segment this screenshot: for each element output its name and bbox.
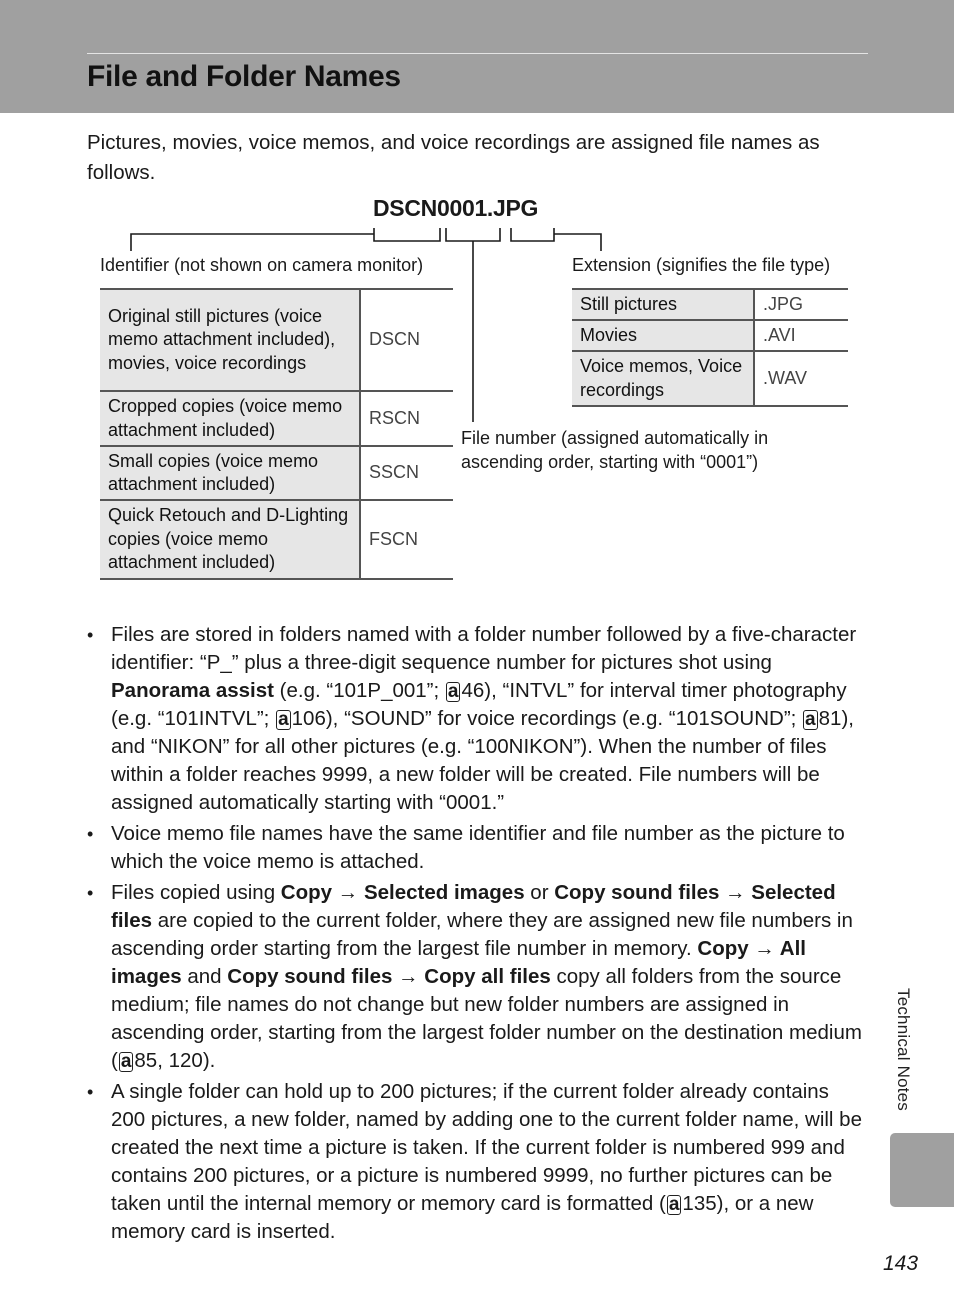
text-span: ), “SOUND” for voice recordings (e.g. “101SOUND”; (325, 707, 803, 730)
table-row (572, 320, 848, 351)
list-item (87, 879, 865, 1075)
text-span: A single folder can hold up to 200 pictures; if the current folder already contains 200 pictures, a new folder, named by adding one to the current folder name, will be created the next time a picture is taken. If the current folder is numbered 999 and contains 200 pictures, or a picture is numbered 9999, no further pictures can be taken until the internal memory or memory card is formatted ( (111, 1080, 862, 1215)
extension-desc: Voice memos, Voice recordings (572, 351, 754, 406)
menu-option-name: Copy sound files → Copy all files (227, 965, 551, 988)
page-reference[interactable]: 81 (818, 707, 842, 730)
text-span: ), and “NIKON” for all other pictures (e.g. “100NIKON”). When the number of files within a folder reaches 9999, a new folder will be created. File numbers will be assigned automatically starting with “0001.” (111, 707, 854, 814)
book-reference-icon: a (805, 709, 816, 730)
bullet-icon: • (87, 883, 94, 903)
table-row (100, 391, 453, 446)
table-row (572, 289, 848, 320)
identifier-code: DSCN (360, 289, 453, 391)
table-row (100, 446, 453, 500)
list-item (87, 1078, 865, 1246)
bullet-icon: • (87, 625, 94, 645)
table-row (100, 500, 453, 579)
side-tab-label: Technical Notes (894, 988, 913, 1112)
text-span: ), “INTVL” for interval timer photography (e.g. “101INTVL”; (111, 679, 847, 730)
identifier-desc: Cropped copies (voice memo attachment included) (100, 391, 360, 446)
menu-option-name: Copy → All images (111, 937, 806, 988)
menu-option-name: Copy sound files → Selected files (111, 881, 836, 932)
page-number: 143 (883, 1252, 919, 1275)
list-item (87, 820, 865, 876)
identifier-table (100, 288, 453, 580)
book-reference-icon: a (668, 1194, 680, 1215)
text-span: are copied to the current folder, where they are assigned new file numbers in ascending order starting from the largest file number in memory. (111, 909, 853, 960)
book-reference-icon: a (278, 709, 289, 730)
extension-code: .AVI (754, 320, 848, 351)
text-span: Files copied using (111, 881, 281, 904)
identifier-desc: Quick Retouch and D-Lighting copies (voice memo attachment included) (100, 500, 360, 579)
table-row (572, 351, 848, 406)
side-tab[interactable] (890, 1133, 954, 1207)
list-item (87, 621, 865, 817)
extension-code: .JPG (754, 289, 848, 320)
text-span: or (524, 881, 555, 904)
text-span: Voice memo file names have the same identifier and file number as the picture to which the voice memo is attached. (111, 822, 845, 873)
page-reference[interactable]: 106 (291, 707, 326, 730)
identifier-code: RSCN (360, 391, 453, 446)
book-reference-icon: a (120, 1051, 132, 1072)
page-title: File and Folder Names (87, 60, 401, 93)
page-reference[interactable]: 135 (682, 1192, 717, 1215)
text-span: (e.g. “101P_001”; (273, 679, 445, 702)
menu-option-name: Panorama assist (111, 679, 274, 702)
book-reference-icon: a (447, 681, 459, 702)
bullet-icon: • (87, 824, 94, 844)
identifier-desc: Original still pictures (voice memo attachment included), movies, voice recordings (100, 289, 360, 391)
intro-paragraph: Pictures, movies, voice memos, and voice recordings are assigned file names as follows. (87, 131, 820, 184)
menu-option-name: Copy → Selected images (280, 881, 525, 904)
bullet-icon: • (87, 1082, 94, 1102)
extension-desc: Still pictures (572, 289, 754, 320)
text-span: copy all folders from the source medium; file names do not change but new folder numbers are assigned in ascending order, starting from the largest folder number on the destination medium ( (111, 965, 862, 1072)
text-span: Files are stored in folders named with a folder number followed by a five-character identifier: “P_” plus a three-digit sequence number for pictures shot using (111, 623, 857, 674)
extension-code: .WAV (754, 351, 848, 406)
extension-table (572, 288, 848, 407)
identifier-code: SSCN (360, 446, 453, 500)
extension-label: Extension (signifies the file type) (572, 255, 831, 275)
page-reference[interactable]: 85, 120 (134, 1049, 203, 1072)
identifier-label: Identifier (not shown on camera monitor) (100, 255, 424, 275)
filename-example: DSCN0001.JPG (373, 195, 539, 221)
table-row (100, 289, 453, 391)
extension-desc: Movies (572, 320, 754, 351)
text-span: and (181, 965, 228, 988)
page-reference[interactable]: 46 (461, 679, 485, 702)
text-span: ). (202, 1049, 216, 1072)
identifier-desc: Small copies (voice memo attachment included) (100, 446, 360, 500)
identifier-code: FSCN (360, 500, 453, 579)
file-number-label: File number (assigned automatically in ascending order, starting with “0001”) (461, 428, 769, 472)
notes-list (87, 621, 865, 1249)
text-span: ), or a new memory card is inserted. (111, 1192, 814, 1243)
